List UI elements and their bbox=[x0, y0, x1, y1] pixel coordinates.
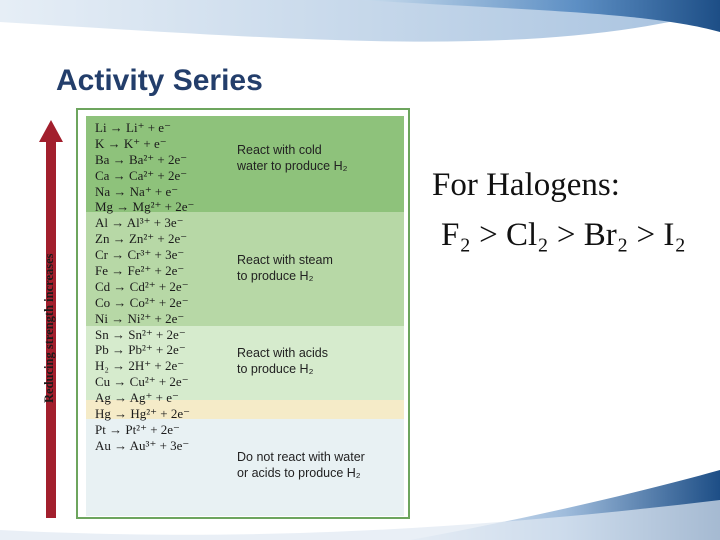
reaction-cd: Cd → Cd²⁺ + 2e⁻ bbox=[95, 278, 189, 294]
reaction-co: Co → Co²⁺ + 2e⁻ bbox=[95, 294, 189, 310]
reaction-list bbox=[95, 120, 194, 454]
reaction-k: K → K⁺ + e⁻ bbox=[95, 135, 167, 151]
reaction-zn: Zn → Zn²⁺ + 2e⁻ bbox=[95, 231, 188, 247]
bottom-swoosh-decoration bbox=[0, 470, 720, 540]
reaction-ni: Ni → Ni²⁺ + 2e⁻ bbox=[95, 310, 185, 326]
reaction-h2: H₂ → 2H⁺ + 2e⁻ bbox=[95, 358, 185, 374]
group-note-no-reaction: Do not react with water or acids to produce H₂ bbox=[237, 450, 365, 480]
halogens-order: F₂ > Cl₂ > Br₂ > I₂ bbox=[441, 217, 686, 253]
reaction-fe: Fe → Fe²⁺ + 2e⁻ bbox=[95, 263, 185, 279]
group-note-steam: React with steam to produce H₂ bbox=[237, 253, 333, 283]
activity-series-table bbox=[76, 108, 410, 519]
halogens-title: For Halogens: bbox=[432, 167, 620, 203]
reaction-ag: Ag → Ag⁺ + e⁻ bbox=[95, 390, 179, 406]
reaction-cu: Cu → Cu²⁺ + 2e⁻ bbox=[95, 374, 189, 390]
reaction-cr: Cr → Cr³⁺ + 3e⁻ bbox=[95, 247, 185, 263]
reaction-ca: Ca → Ca²⁺ + 2e⁻ bbox=[95, 167, 188, 183]
top-swoosh-decoration bbox=[0, 0, 720, 60]
reaction-al: Al → Al³⁺ + 3e⁻ bbox=[95, 215, 184, 231]
group-note-acids: React with acids to produce H₂ bbox=[237, 346, 329, 376]
reaction-ba: Ba → Ba²⁺ + 2e⁻ bbox=[95, 151, 188, 167]
reaction-li: Li → Li⁺ + e⁻ bbox=[95, 120, 171, 135]
reaction-au: Au → Au³⁺ + 3e⁻ bbox=[95, 437, 190, 453]
slide-title: Activity Series bbox=[56, 64, 263, 97]
reaction-na: Na → Na⁺ + e⁻ bbox=[95, 183, 179, 199]
reaction-hg: Hg → Hg²⁺ + 2e⁻ bbox=[95, 406, 190, 422]
reaction-pt: Pt → Pt²⁺ + 2e⁻ bbox=[95, 421, 180, 437]
axis-label bbox=[42, 225, 56, 405]
group-note-cold-water: React with cold water to produce H₂ bbox=[237, 143, 348, 173]
reaction-sn: Sn → Sn²⁺ + 2e⁻ bbox=[95, 326, 186, 342]
reaction-mg: Mg → Mg²⁺ + 2e⁻ bbox=[95, 199, 195, 215]
reaction-pb: Pb → Pb²⁺ + 2e⁻ bbox=[95, 342, 186, 358]
svg-text:Reducing strength increases: Reducing strength increases bbox=[42, 253, 56, 403]
